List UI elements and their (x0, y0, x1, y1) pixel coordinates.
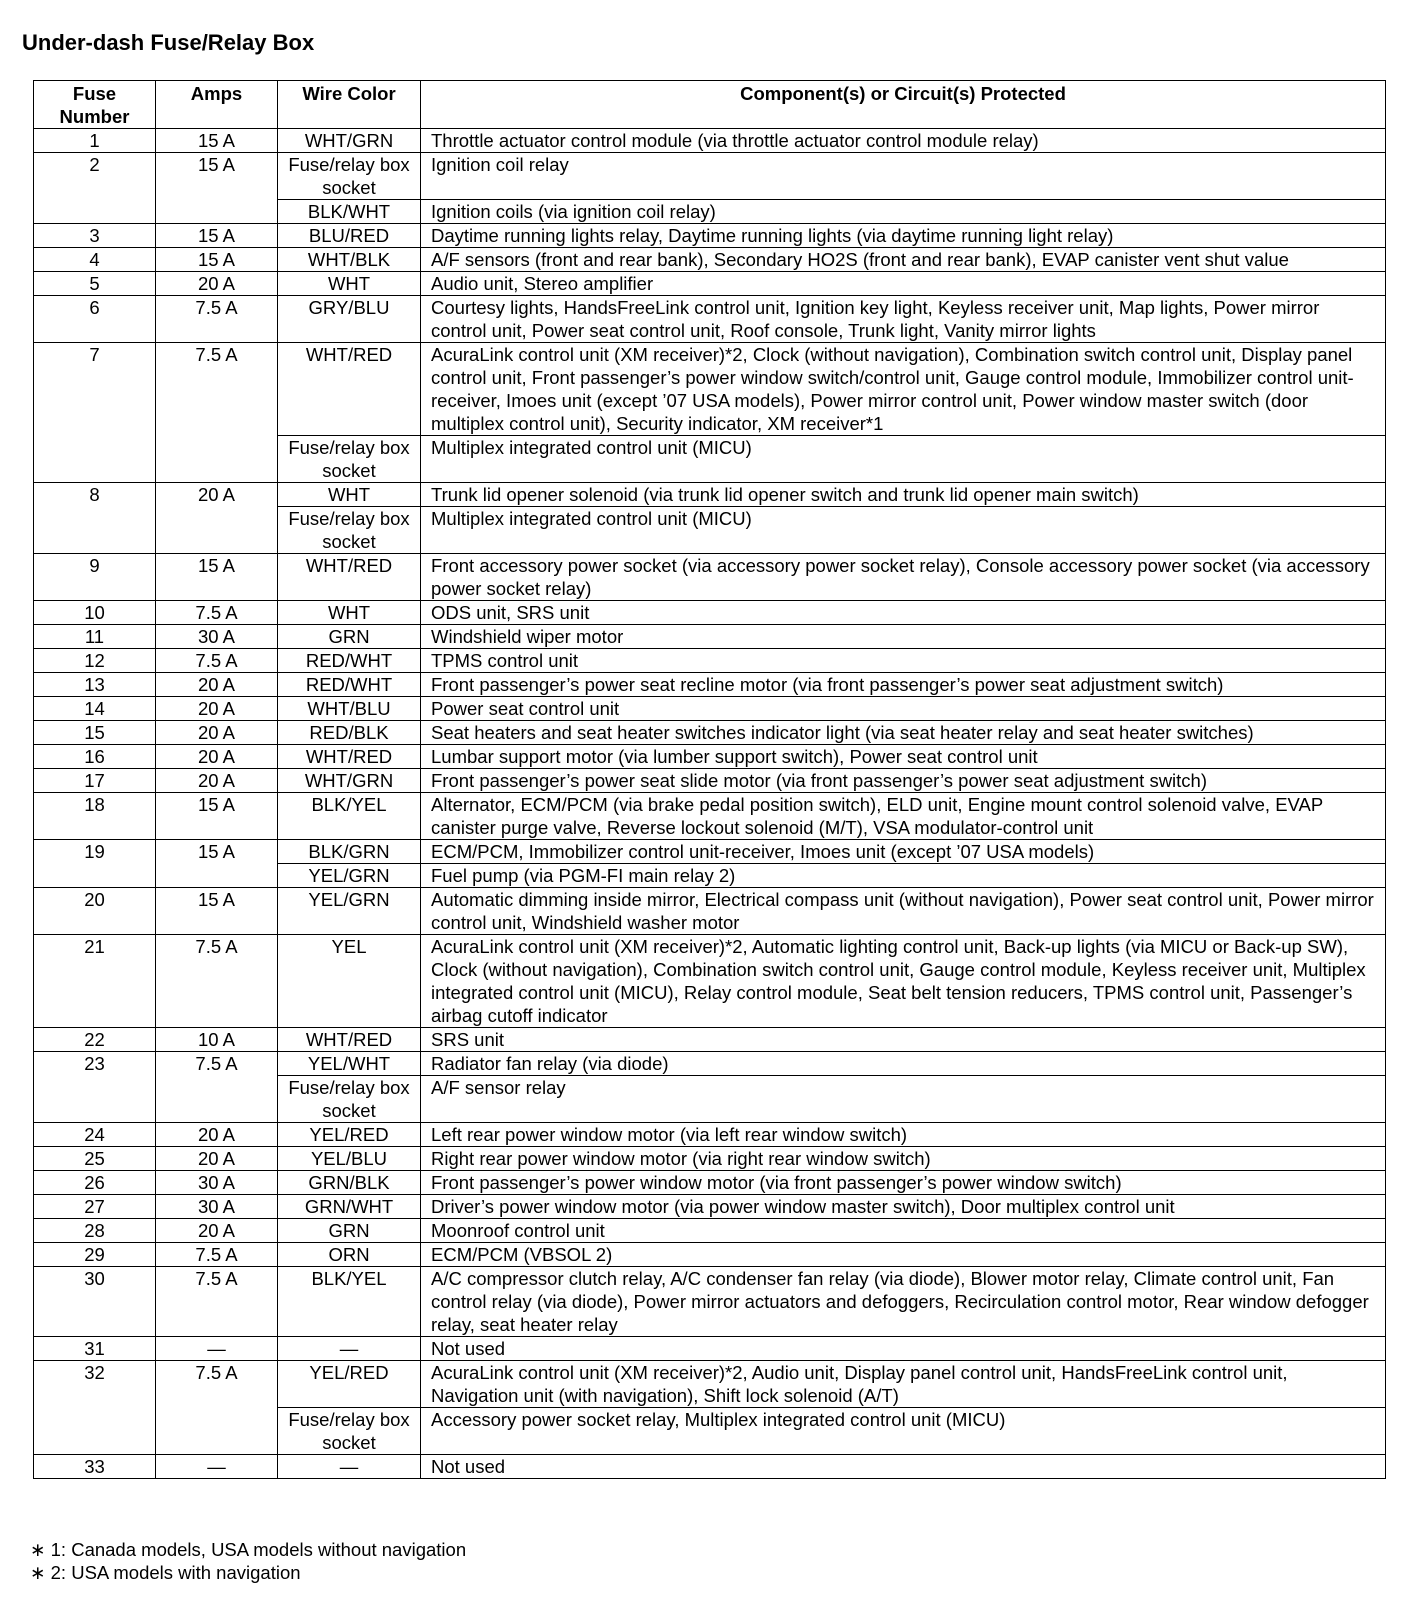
fuse-number-cell: 28 (34, 1219, 156, 1243)
amps-cell: 30 A (156, 625, 278, 649)
component-cell: Trunk lid opener solenoid (via trunk lid opener switch and trunk lid opener main switch) (421, 483, 1386, 507)
table-row (34, 1147, 1386, 1171)
table-row (34, 1243, 1386, 1267)
amps-cell: 10 A (156, 1028, 278, 1052)
component-cell: Multiplex integrated control unit (MICU) (421, 436, 1386, 483)
footnote-2: ∗ 2: USA models with navigation (30, 1562, 301, 1583)
amps-cell: 30 A (156, 1171, 278, 1195)
amps-cell: 15 A (156, 129, 278, 153)
wire-color-cell: YEL/RED (278, 1123, 421, 1147)
fuse-number-cell: 23 (34, 1052, 156, 1123)
component-cell: Windshield wiper motor (421, 625, 1386, 649)
fuse-number-cell: 14 (34, 697, 156, 721)
fuse-number-cell: 20 (34, 888, 156, 935)
amps-cell: 20 A (156, 697, 278, 721)
wire-color-cell: WHT (278, 272, 421, 296)
header-component: Component(s) or Circuit(s) Protected (421, 81, 1386, 129)
component-cell: ODS unit, SRS unit (421, 601, 1386, 625)
fuse-number-cell: 18 (34, 793, 156, 840)
wire-color-cell: Fuse/relay box socket (278, 436, 421, 483)
fuse-number-cell: 32 (34, 1361, 156, 1455)
wire-color-cell: GRN/BLK (278, 1171, 421, 1195)
component-cell: Audio unit, Stereo amplifier (421, 272, 1386, 296)
amps-cell: 20 A (156, 1123, 278, 1147)
table-row (34, 1455, 1386, 1479)
table-row (34, 1028, 1386, 1052)
fuse-number-cell: 21 (34, 935, 156, 1028)
table-row (34, 888, 1386, 935)
component-cell: Lumbar support motor (via lumber support switch), Power seat control unit (421, 745, 1386, 769)
table-row (34, 1361, 1386, 1408)
component-cell: Front passenger’s power window motor (via front passenger’s power window switch) (421, 1171, 1386, 1195)
table-row (34, 129, 1386, 153)
fuse-number-cell: 26 (34, 1171, 156, 1195)
fuse-number-cell: 24 (34, 1123, 156, 1147)
fuse-number-cell: 13 (34, 673, 156, 697)
wire-color-cell: WHT/GRN (278, 769, 421, 793)
wire-color-cell: BLK/YEL (278, 793, 421, 840)
table-row (34, 673, 1386, 697)
table-row (34, 625, 1386, 649)
fuse-number-cell: 27 (34, 1195, 156, 1219)
table-row (34, 153, 1386, 200)
wire-color-cell: YEL/GRN (278, 864, 421, 888)
fuse-number-cell: 31 (34, 1337, 156, 1361)
wire-color-cell: WHT/RED (278, 343, 421, 436)
component-cell: Not used (421, 1337, 1386, 1361)
fuse-number-cell: 25 (34, 1147, 156, 1171)
table-row (34, 697, 1386, 721)
fuse-number-cell: 10 (34, 601, 156, 625)
fuse-number-cell: 16 (34, 745, 156, 769)
component-cell: Left rear power window motor (via left rear window switch) (421, 1123, 1386, 1147)
component-cell: A/F sensors (front and rear bank), Secondary HO2S (front and rear bank), EVAP canister vent shut value (421, 248, 1386, 272)
amps-cell: 15 A (156, 248, 278, 272)
component-cell: Radiator fan relay (via diode) (421, 1052, 1386, 1076)
component-cell: Not used (421, 1455, 1386, 1479)
amps-cell: 7.5 A (156, 935, 278, 1028)
component-cell: Moonroof control unit (421, 1219, 1386, 1243)
component-cell: Driver’s power window motor (via power window master switch), Door multiplex control unit (421, 1195, 1386, 1219)
wire-color-cell: BLK/YEL (278, 1267, 421, 1337)
component-cell: Alternator, ECM/PCM (via brake pedal position switch), ELD unit, Engine mount control solenoid valve, EVAP canister purge valve, Reverse lockout solenoid (M/T), VSA modulator-control unit (421, 793, 1386, 840)
amps-cell: — (156, 1455, 278, 1479)
table-row (34, 840, 1386, 864)
amps-cell: 20 A (156, 483, 278, 554)
fuse-number-cell: 6 (34, 296, 156, 343)
table-row (34, 483, 1386, 507)
wire-color-cell: WHT/RED (278, 1028, 421, 1052)
header-wire-color: Wire Color (278, 81, 421, 129)
table-header-row (34, 81, 1386, 129)
fuse-number-cell: 9 (34, 554, 156, 601)
amps-cell: 20 A (156, 1147, 278, 1171)
table-row (34, 793, 1386, 840)
wire-color-cell: YEL/BLU (278, 1147, 421, 1171)
component-cell: ECM/PCM, Immobilizer control unit-receiver, Imoes unit (except ’07 USA models) (421, 840, 1386, 864)
component-cell: ECM/PCM (VBSOL 2) (421, 1243, 1386, 1267)
table-row (34, 224, 1386, 248)
amps-cell: 7.5 A (156, 1243, 278, 1267)
amps-cell: 15 A (156, 554, 278, 601)
amps-cell: 20 A (156, 745, 278, 769)
wire-color-cell: WHT (278, 483, 421, 507)
fuse-number-cell: 22 (34, 1028, 156, 1052)
amps-cell: 7.5 A (156, 343, 278, 483)
amps-cell: 15 A (156, 840, 278, 888)
fuse-number-cell: 15 (34, 721, 156, 745)
component-cell: Accessory power socket relay, Multiplex integrated control unit (MICU) (421, 1408, 1386, 1455)
wire-color-cell: Fuse/relay box socket (278, 1408, 421, 1455)
fuse-number-cell: 11 (34, 625, 156, 649)
wire-color-cell: BLU/RED (278, 224, 421, 248)
table-row (34, 769, 1386, 793)
fuse-number-cell: 5 (34, 272, 156, 296)
component-cell: A/F sensor relay (421, 1076, 1386, 1123)
header-fuse-number: Fuse Number (34, 81, 156, 129)
component-cell: AcuraLink control unit (XM receiver)*2, Clock (without navigation), Combination switch control unit, Display panel control unit, Front passenger’s power window switch/control unit, Gauge control module, Immobilizer control unit-receiver, Imoes unit (except ’07 USA models), Power mirror control unit, Power window master switch (door multiplex control unit), Security indicator, XM receiver*1 (421, 343, 1386, 436)
component-cell: Daytime running lights relay, Daytime running lights (via daytime running light relay) (421, 224, 1386, 248)
fuse-number-cell: 33 (34, 1455, 156, 1479)
table-row (34, 935, 1386, 1028)
fuse-number-cell: 2 (34, 153, 156, 224)
wire-color-cell: Fuse/relay box socket (278, 507, 421, 554)
wire-color-cell: YEL/RED (278, 1361, 421, 1408)
wire-color-cell: ORN (278, 1243, 421, 1267)
table-row (34, 649, 1386, 673)
wire-color-cell: BLK/GRN (278, 840, 421, 864)
component-cell: Automatic dimming inside mirror, Electrical compass unit (without navigation), Power seat control unit, Power mirror control unit, Windshield washer motor (421, 888, 1386, 935)
amps-cell: 7.5 A (156, 649, 278, 673)
header-amps: Amps (156, 81, 278, 129)
wire-color-cell: Fuse/relay box socket (278, 1076, 421, 1123)
table-row (34, 296, 1386, 343)
wire-color-cell: YEL/GRN (278, 888, 421, 935)
table-row (34, 721, 1386, 745)
component-cell: Front accessory power socket (via accessory power socket relay), Console accessory power socket (via accessory power socket relay) (421, 554, 1386, 601)
amps-cell: 30 A (156, 1195, 278, 1219)
table-row (34, 1337, 1386, 1361)
page-title: Under-dash Fuse/Relay Box (22, 30, 315, 55)
footnotes (30, 1538, 466, 1584)
table-row (34, 601, 1386, 625)
wire-color-cell: GRN (278, 625, 421, 649)
amps-cell: 7.5 A (156, 296, 278, 343)
amps-cell: 20 A (156, 769, 278, 793)
wire-color-cell: WHT/BLU (278, 697, 421, 721)
amps-cell: 15 A (156, 888, 278, 935)
fuse-number-cell: 4 (34, 248, 156, 272)
table-row (34, 343, 1386, 436)
wire-color-cell: YEL (278, 935, 421, 1028)
amps-cell: 7.5 A (156, 1267, 278, 1337)
fuse-number-cell: 29 (34, 1243, 156, 1267)
table-row (34, 745, 1386, 769)
amps-cell: 20 A (156, 272, 278, 296)
fuse-number-cell: 12 (34, 649, 156, 673)
component-cell: Throttle actuator control module (via throttle actuator control module relay) (421, 129, 1386, 153)
wire-color-cell: WHT/BLK (278, 248, 421, 272)
wire-color-cell: RED/WHT (278, 649, 421, 673)
component-cell: Multiplex integrated control unit (MICU) (421, 507, 1386, 554)
table-row (34, 1267, 1386, 1337)
component-cell: Ignition coils (via ignition coil relay) (421, 200, 1386, 224)
component-cell: Courtesy lights, HandsFreeLink control unit, Ignition key light, Keyless receiver unit, Map lights, Power mirror control unit, Power seat control unit, Roof console, Trunk light, Vanity mirror lights (421, 296, 1386, 343)
table-row (34, 1219, 1386, 1243)
component-cell: A/C compressor clutch relay, A/C condenser fan relay (via diode), Blower motor relay, Climate control unit, Fan control relay (via diode), Power mirror actuators and defoggers, Recirculation control motor, Rear window defogger relay, seat heater relay (421, 1267, 1386, 1337)
amps-cell: 7.5 A (156, 1361, 278, 1455)
wire-color-cell: RED/BLK (278, 721, 421, 745)
fuse-number-cell: 7 (34, 343, 156, 483)
component-cell: Fuel pump (via PGM-FI main relay 2) (421, 864, 1386, 888)
wire-color-cell: GRN (278, 1219, 421, 1243)
table-row (34, 1195, 1386, 1219)
component-cell: SRS unit (421, 1028, 1386, 1052)
amps-cell: 7.5 A (156, 1052, 278, 1123)
table-row (34, 554, 1386, 601)
wire-color-cell: WHT/RED (278, 745, 421, 769)
wire-color-cell: YEL/WHT (278, 1052, 421, 1076)
wire-color-cell: WHT/GRN (278, 129, 421, 153)
component-cell: Ignition coil relay (421, 153, 1386, 200)
fuse-number-cell: 19 (34, 840, 156, 888)
wire-color-cell: — (278, 1455, 421, 1479)
fuse-table-body (34, 129, 1386, 1479)
table-row (34, 1171, 1386, 1195)
table-row (34, 248, 1386, 272)
footnote-1: ∗ 1: Canada models, USA models without navigation (30, 1539, 467, 1560)
amps-cell: 15 A (156, 793, 278, 840)
table-row (34, 272, 1386, 296)
wire-color-cell: GRN/WHT (278, 1195, 421, 1219)
table-row (34, 1052, 1386, 1076)
amps-cell: 15 A (156, 224, 278, 248)
wire-color-cell: WHT (278, 601, 421, 625)
fuse-number-cell: 17 (34, 769, 156, 793)
component-cell: AcuraLink control unit (XM receiver)*2, Automatic lighting control unit, Back-up lights (via MICU or Back-up SW), Clock (without navigation), Combination switch control unit, Gauge control module, Keyless receiver unit, Multiplex integrated control unit (MICU), Relay control module, Seat belt tension reducers, TPMS control unit, Passenger’s airbag cutoff indicator (421, 935, 1386, 1028)
amps-cell: 20 A (156, 1219, 278, 1243)
amps-cell: 20 A (156, 673, 278, 697)
fuse-number-cell: 3 (34, 224, 156, 248)
amps-cell: — (156, 1337, 278, 1361)
fuse-number-cell: 8 (34, 483, 156, 554)
wire-color-cell: RED/WHT (278, 673, 421, 697)
component-cell: TPMS control unit (421, 649, 1386, 673)
wire-color-cell: Fuse/relay box socket (278, 153, 421, 200)
amps-cell: 20 A (156, 721, 278, 745)
component-cell: Right rear power window motor (via right rear window switch) (421, 1147, 1386, 1171)
fuse-number-cell: 1 (34, 129, 156, 153)
amps-cell: 15 A (156, 153, 278, 224)
component-cell: Seat heaters and seat heater switches indicator light (via seat heater relay and seat heater switches) (421, 721, 1386, 745)
fuse-number-cell: 30 (34, 1267, 156, 1337)
wire-color-cell: — (278, 1337, 421, 1361)
wire-color-cell: WHT/RED (278, 554, 421, 601)
component-cell: Power seat control unit (421, 697, 1386, 721)
table-row (34, 1123, 1386, 1147)
component-cell: AcuraLink control unit (XM receiver)*2, Audio unit, Display panel control unit, HandsFreeLink control unit, Navigation unit (with navigation), Shift lock solenoid (A/T) (421, 1361, 1386, 1408)
fuse-relay-table (33, 80, 1386, 1479)
wire-color-cell: BLK/WHT (278, 200, 421, 224)
amps-cell: 7.5 A (156, 601, 278, 625)
wire-color-cell: GRY/BLU (278, 296, 421, 343)
component-cell: Front passenger’s power seat slide motor (via front passenger’s power seat adjustment switch) (421, 769, 1386, 793)
component-cell: Front passenger’s power seat recline motor (via front passenger’s power seat adjustment switch) (421, 673, 1386, 697)
